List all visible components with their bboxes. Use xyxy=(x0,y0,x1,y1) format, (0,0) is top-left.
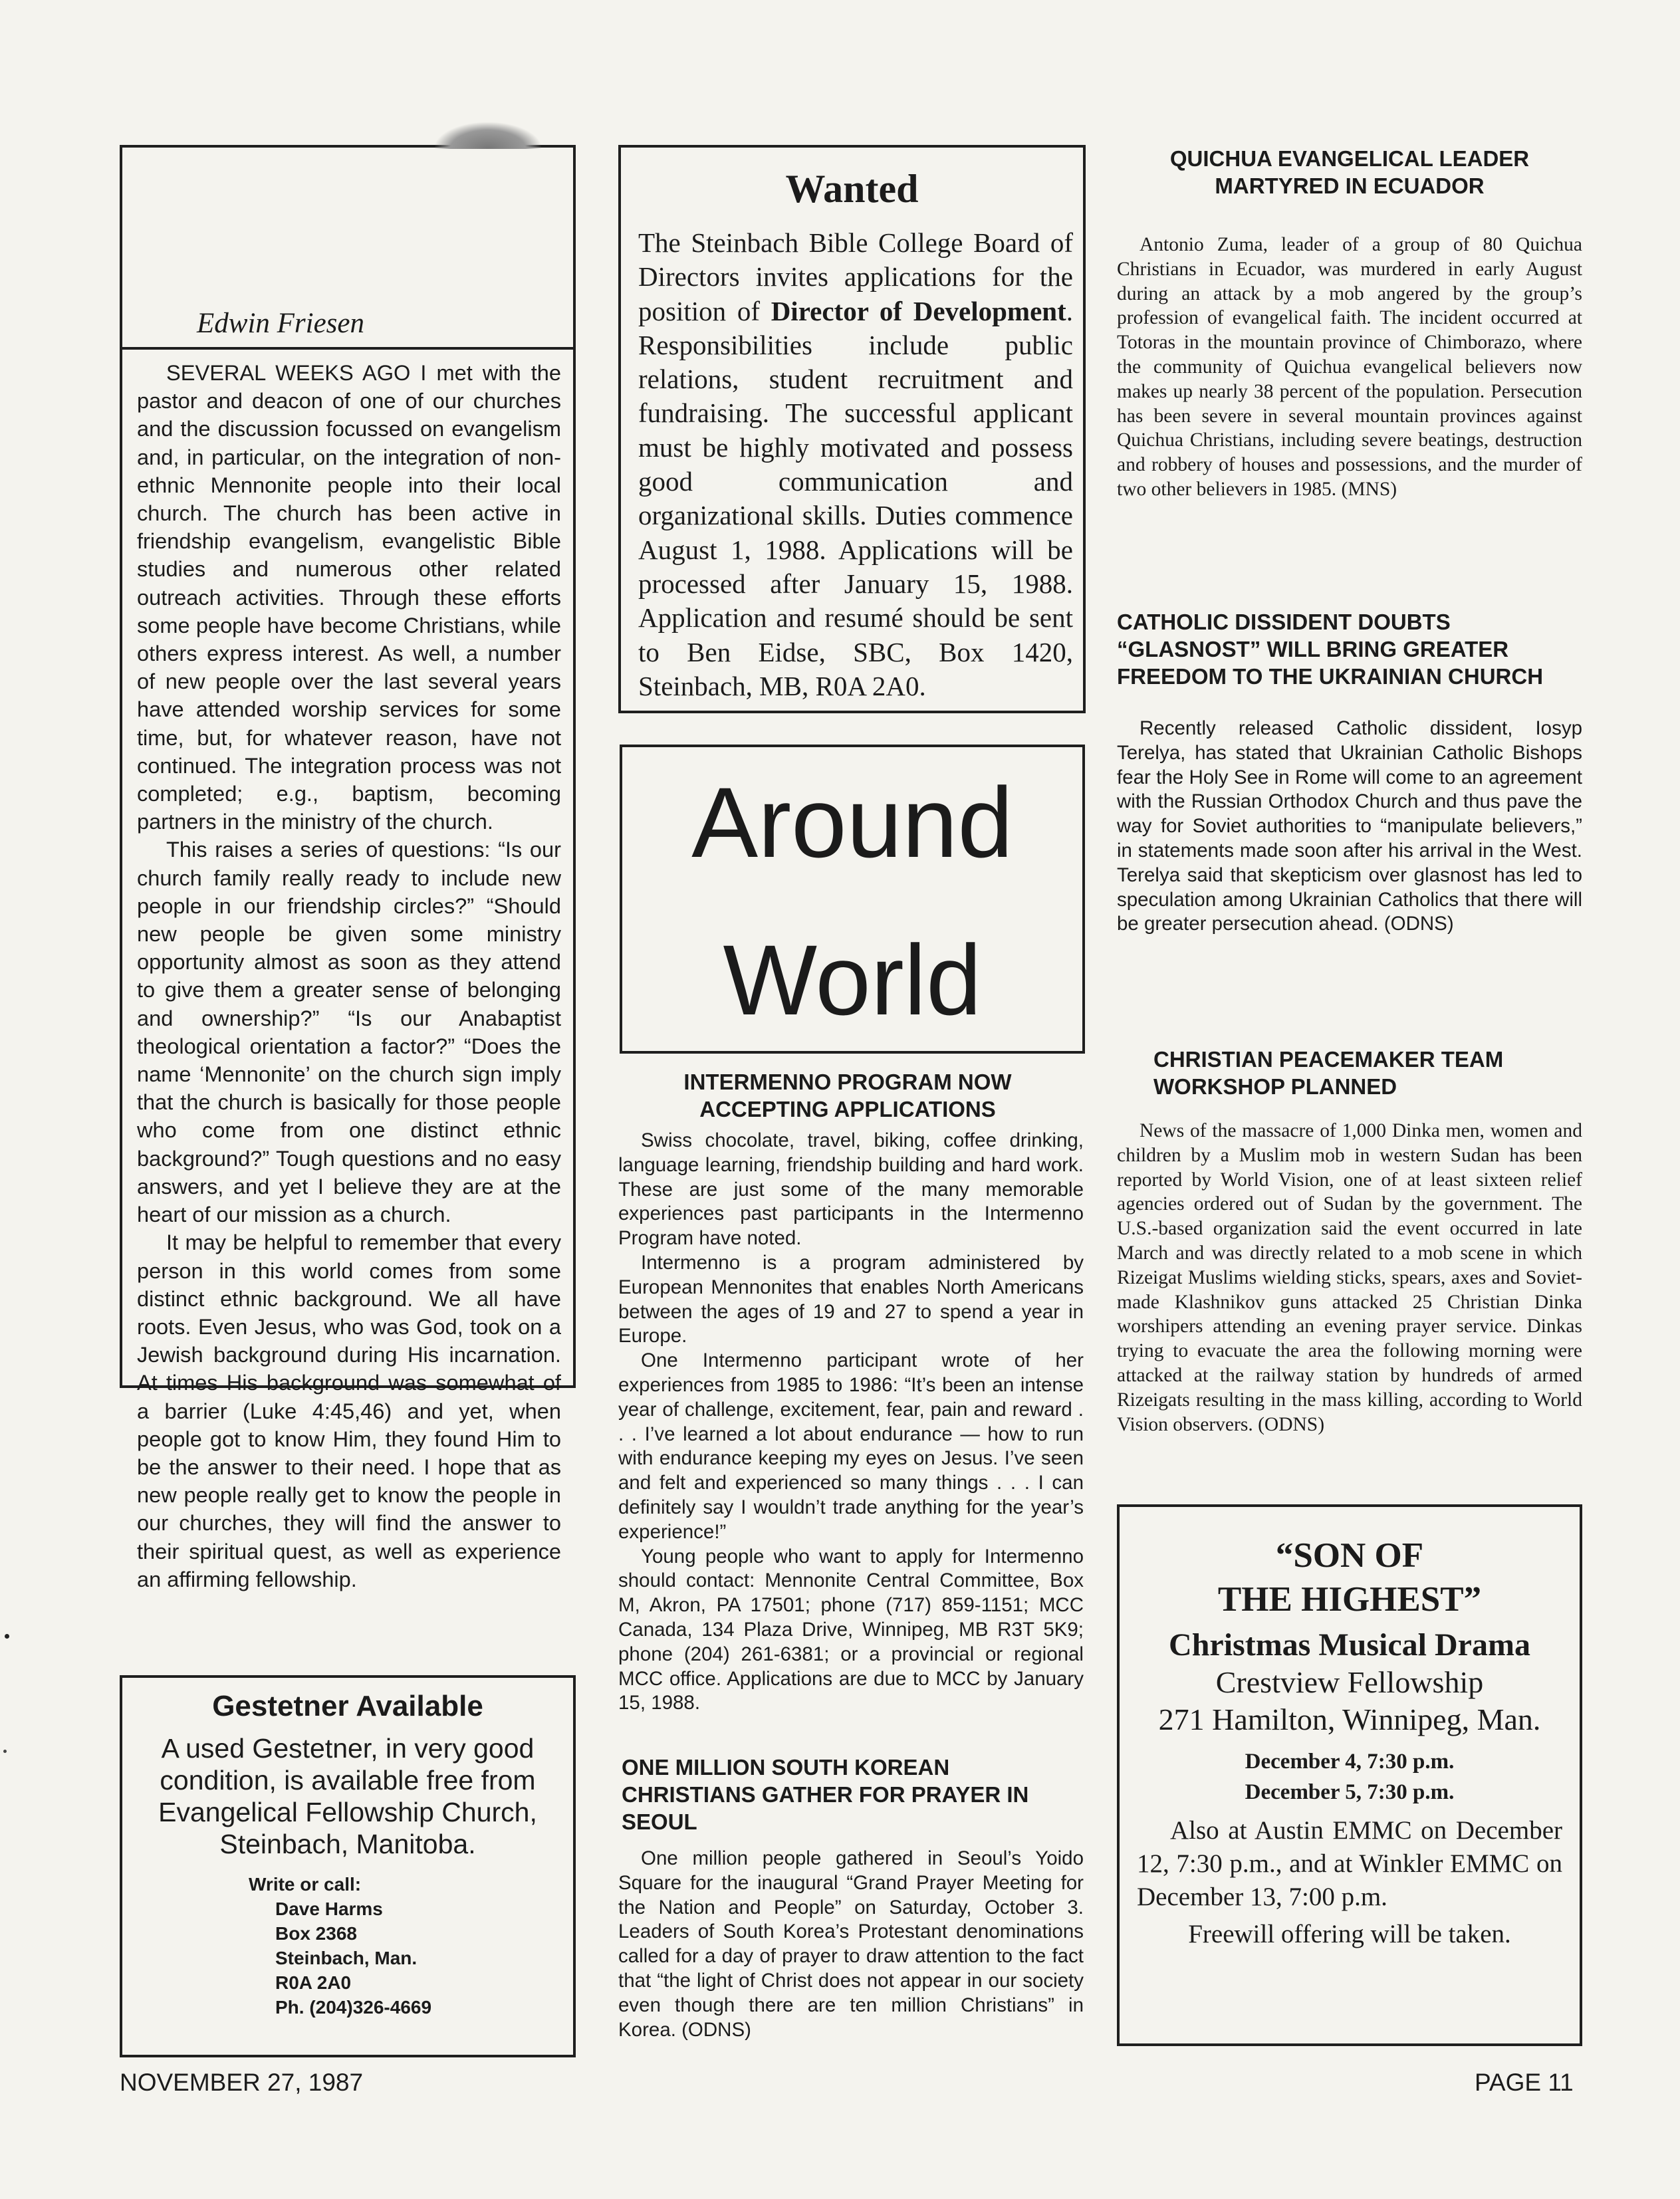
gestetner-contact xyxy=(122,1872,573,2020)
date-line: December 4, 7:30 p.m. xyxy=(1245,1750,1455,1774)
contact-line: Box 2368 xyxy=(275,1923,357,1944)
son-title xyxy=(1120,1534,1580,1621)
wanted-ad-box xyxy=(618,145,1086,713)
footer-page-number: PAGE 11 xyxy=(1475,2069,1574,2096)
paragraph: News of the massacre of 1,000 Dinka men, women and children by a Muslim mob in western Sudan has been reported by World Vision, one of at least sixteen relief agencies ordered out of Sudan by the government. The U.S.-based organization said the event occurred in late March and was directly related to a mob scene in which Rizeigat Muslims wielding sticks, spears, axes and Soviet-made Klashnikov guns attacked 25 Christian Dinka worshipers attending an evening prayer service. Dinkas trying to evacuate the area the following morning were attacked at the railway station by hundreds of armed Rizeigats resulting in the mass killing, according to World Vision observers. (ODNS) xyxy=(1117,1120,1582,1435)
contact-line: R0A 2A0 xyxy=(275,1972,352,1993)
byline: Edwin Friesen xyxy=(197,308,364,339)
wanted-text-before: The Steinbach Bible College Board of Directors invites applications for the position of xyxy=(638,227,1073,326)
scan-mark xyxy=(5,1634,9,1639)
gestetner-ad-box xyxy=(120,1675,576,2057)
footer-date: NOVEMBER 27, 1987 xyxy=(120,2069,364,2096)
friesen-header xyxy=(122,148,573,350)
friesen-article-body xyxy=(137,359,561,1593)
paragraph: It may be helpful to remember that every person in this world comes from some distinct ethnic background. We all have roots. Even Jesus, who was God, took on a Jewish background during His incarnation. At times His background was somewhat of a barrier (Luke 4:45,46) and yet, when people got to know Him, they found Him to be the answer to their need. I hope that as new people really get to know the people in our churches, they will find the answer to their spiritual quest, as well as experience an affirming fellowship. xyxy=(137,1230,561,1591)
contact-line: Ph. (204)326-4669 xyxy=(275,1997,432,2018)
intermenno-headline: INTERMENNO PROGRAM NOW ACCEPTING APPLICATIONS xyxy=(683,1070,1012,1121)
quichua-headline: QUICHUA EVANGELICAL LEADER MARTYRED IN ECUADOR xyxy=(1169,146,1530,198)
wanted-title: Wanted xyxy=(785,167,919,211)
paragraph: One million people gathered in Seoul’s Yoido Square for the inaugural “Grand Prayer Meeting for the Nation and People” on Saturday, October 3. Leaders of South Korea’s Protestant denominations called for a day of prayer to draw attention to the fact that “the light of Christ does not appear in our society even though there are ten million Christians” in Korea. (ODNS) xyxy=(618,1847,1084,2041)
catholic-article-body xyxy=(1117,717,1582,937)
intermenno-article-body xyxy=(618,1129,1084,1716)
date-line: December 5, 7:30 p.m. xyxy=(1245,1780,1455,1804)
son-offering: Freewill offering will be taken. xyxy=(1188,1920,1511,1948)
contact-heading: Write or call: xyxy=(249,1874,362,1895)
wanted-position: Director of Development xyxy=(771,295,1066,326)
paragraph: This raises a series of questions: “Is our church family really ready to include new people in our friendship circles?” “Should new people be given some ministry opportunity almost as soon as they attend to give them a greater sense of belonging and ownership?” “Is our Anabaptist theological orientation a factor?” “Does the name ‘Mennonite’ on the church sign imply that the church is basically for those people who come from one distinct ethnic background?” Tough questions and no easy answers, and yet I believe they are at the heart of our mission as a church. xyxy=(137,837,561,1227)
photo-edge xyxy=(435,122,541,149)
son-additional-shows: Also at Austin EMMC on December 12, 7:30 p.m., and at Winkler EMMC on December 13, 7:00 p.m. xyxy=(1137,1816,1562,1911)
cpt-headline: CHRISTIAN PEACEMAKER TEAM WORKSHOP PLANNED xyxy=(1153,1047,1504,1099)
venue-line: 271 Hamilton, Winnipeg, Man. xyxy=(1158,1702,1541,1736)
son-title-line: THE HIGHEST” xyxy=(1217,1580,1482,1619)
gestetner-title: Gestetner Available xyxy=(212,1690,483,1722)
wanted-text-after: . Responsibilities include public relations, student recruitment and fundraising. The successful applicant must be highly motivated and possess good communication and organizational skills. Duties commence August 1, 1988. Applications will be processed after January 15, 1988. Application and resumé should be sent to Ben Eidse, SBC, Box 1420, Steinbach, MB, R0A 2A0. xyxy=(638,295,1073,701)
son-venue xyxy=(1120,1664,1580,1738)
contact-line: Steinbach, Man. xyxy=(275,1948,418,1968)
paragraph: Swiss chocolate, travel, biking, coffee drinking, language learning, friendship building and hard work. These are just some of the many memorable experiences past participants in the Intermenno Program have noted. xyxy=(618,1129,1084,1250)
son-subtitle: Christmas Musical Drama xyxy=(1169,1627,1530,1663)
around-the-world-banner xyxy=(620,745,1085,1054)
quichua-article-body xyxy=(1117,233,1582,502)
son-title-line: “SON OF xyxy=(1275,1536,1424,1575)
son-of-the-highest-ad-box xyxy=(1117,1504,1582,2046)
banner-word-around: Around xyxy=(691,766,1013,878)
gestetner-text: A used Gestetner, in very good condition, is available free from Evangelical Fellowship Church, Steinbach, Manitoba. xyxy=(158,1733,537,1859)
wanted-text xyxy=(638,226,1073,703)
paragraph: Intermenno is a program administered by European Mennonites that enables North Americans between the ages of 19 and 27 to spend a year in Europe. xyxy=(618,1251,1084,1347)
venue-line: Crestview Fellowship xyxy=(1215,1665,1484,1699)
contact-line: Dave Harms xyxy=(275,1899,383,1919)
banner-word-world: World xyxy=(723,924,982,1036)
cpt-article-body xyxy=(1117,1119,1582,1437)
paragraph: Antonio Zuma, leader of a group of 80 Quichua Christians in Ecuador, was murdered in early August during an attack by a mob angered by the group’s profession of evangelical faith. The incident occurred at Totoras in the mountain province of Chimborazo, where the community of Quichua evangelical believers now makes up nearly 38 percent of the population. Persecution has been severe in several mountain provinces against Quichua Christians, including severe beatings, destruction and robbery of houses and possessions, and the murder of two other believers in 1985. (MNS) xyxy=(1117,234,1582,500)
seoul-headline: ONE MILLION SOUTH KOREAN CHRISTIANS GATHER FOR PRAYER IN SEOUL xyxy=(622,1755,1029,1834)
catholic-headline: CATHOLIC DISSIDENT DOUBTS “GLASNOST” WILL BRING GREATER FREEDOM TO THE UKRAINIAN CHURCH xyxy=(1117,610,1544,689)
paragraph: One Intermenno participant wrote of her experiences from 1985 to 1986: “It’s been an intense year of challenge, excitement, fear, pain and reward . . . I’ve learned a lot about endurance — how to run with endurance keeping my eyes on Jesus. I’ve seen and felt and experienced so many things . . . I can definitely say I wouldn’t trade anything for the year’s experience!” xyxy=(618,1349,1084,1543)
scan-mark xyxy=(3,1750,7,1753)
paragraph: Young people who want to apply for Intermenno should contact: Mennonite Central Committee, Box M, Akron, PA 17501; phone (717) 859-1151; MCC Canada, 134 Plaza Drive, Winnipeg, MB R3T 5K9; phone (204) 261-6381; or a provincial or regional MCC office. Applications are due to MCC by January 15, 1988. xyxy=(618,1545,1084,1714)
paragraph: SEVERAL WEEKS AGO I met with the pastor and deacon of one of our churches and the discussion focussed on evangelism and, in particular, on the integration of non-ethnic Mennonite people into their local church. The church has been active in friendship evangelism, evangelistic Bible studies and numerous other related outreach activities. Through these efforts some people have become Christians, while others express interest. As well, a number of new people over the last several years have attended worship services for some time, but, for whatever reason, have not continued. The integration process was not completed; e.g., baptism, becoming partners in the ministry of the church. xyxy=(137,360,561,834)
seoul-article-body xyxy=(618,1847,1084,2042)
friesen-column-box xyxy=(120,145,576,1591)
son-dates xyxy=(1120,1746,1580,1807)
paragraph: Recently released Catholic dissident, Iosyp Terelya, has stated that Ukrainian Catholic Bishops fear the Holy See in Rome will come to an agreement with the Russian Orthodox Church and thus pave the way for Soviet authorities to “manipulate believers,” in statements made soon after his arrival in the West. Terelya said that skepticism over glasnost has led to speculation among Ukrainian Catholics that there will be greater persecution ahead. (ODNS) xyxy=(1117,717,1582,935)
